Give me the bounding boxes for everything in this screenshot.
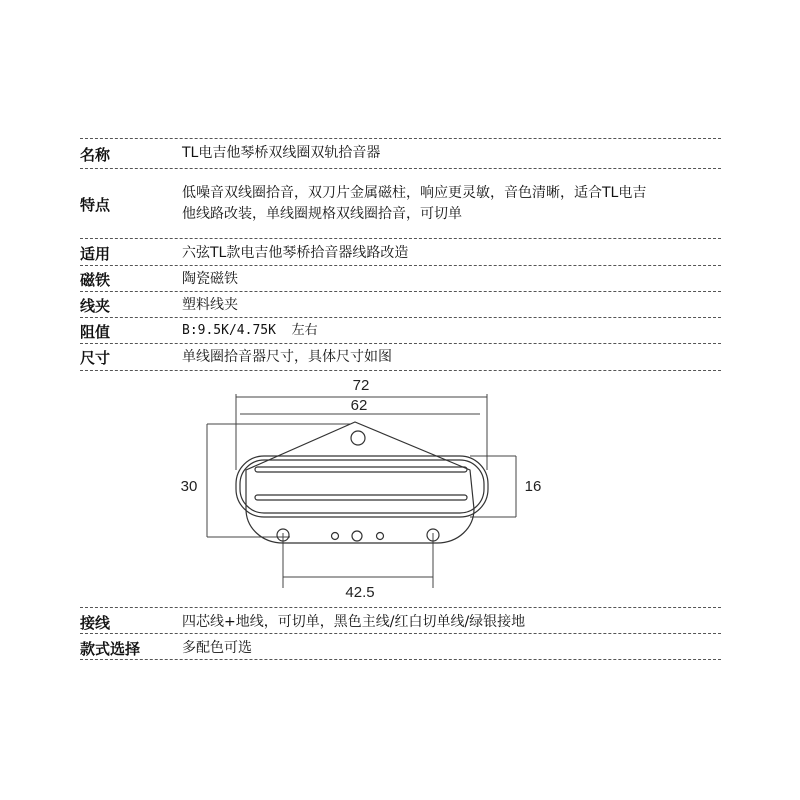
rail-top [255, 467, 467, 472]
row-label-features: 特点 [80, 196, 111, 214]
small-hole-2 [377, 533, 384, 540]
row-label-name: 名称 [80, 146, 111, 164]
row-label-clip: 线夹 [80, 297, 111, 315]
row-value-features-line2: 他线路改装，单线圈规格双线圈拾音，可切单 [182, 206, 462, 222]
base-plate [246, 422, 474, 543]
center-hole [352, 531, 362, 541]
dim-label-30: 30 [180, 478, 198, 495]
row-value-clip: 塑料线夹 [182, 297, 238, 313]
row-value-style: 多配色可选 [182, 640, 252, 656]
row-value-magnet: 陶瓷磁铁 [182, 271, 238, 287]
row-label-wiring: 接线 [80, 614, 111, 632]
row-value-resistance: B:9.5K/4.75K 左右 [182, 323, 318, 338]
row-label-magnet: 磁铁 [80, 271, 111, 289]
row-label-size: 尺寸 [80, 349, 111, 367]
coil-cover-outer [236, 456, 488, 517]
row-value-size: 单线圈拾音器尺寸，具体尺寸如图 [182, 349, 392, 365]
coil-cover-inner [240, 460, 484, 513]
dim-label-42-5: 42.5 [345, 584, 375, 601]
row-label-applicable: 适用 [80, 245, 111, 263]
row-value-name: TL电吉他琴桥双线圈双轨拾音器 [182, 145, 381, 161]
dim-label-16: 16 [524, 478, 542, 495]
row-label-resistance: 阻值 [80, 323, 111, 341]
row-value-applicable: 六弦TL款电吉他琴桥拾音器线路改造 [182, 245, 409, 261]
mount-hole-top [351, 431, 365, 445]
dim-label-72: 72 [352, 377, 370, 394]
dim-label-62: 62 [350, 397, 368, 414]
row-label-style: 款式选择 [80, 640, 141, 658]
row-value-features-line1: 低噪音双线圈拾音，双刀片金属磁柱，响应更灵敏，音色清晰，适合TL电吉 [182, 185, 647, 201]
row-value-wiring: 四芯线+地线，可切单，黑色主线/红白切单线/绿银接地 [182, 614, 526, 630]
rail-bottom [255, 495, 467, 500]
small-hole-1 [332, 533, 339, 540]
